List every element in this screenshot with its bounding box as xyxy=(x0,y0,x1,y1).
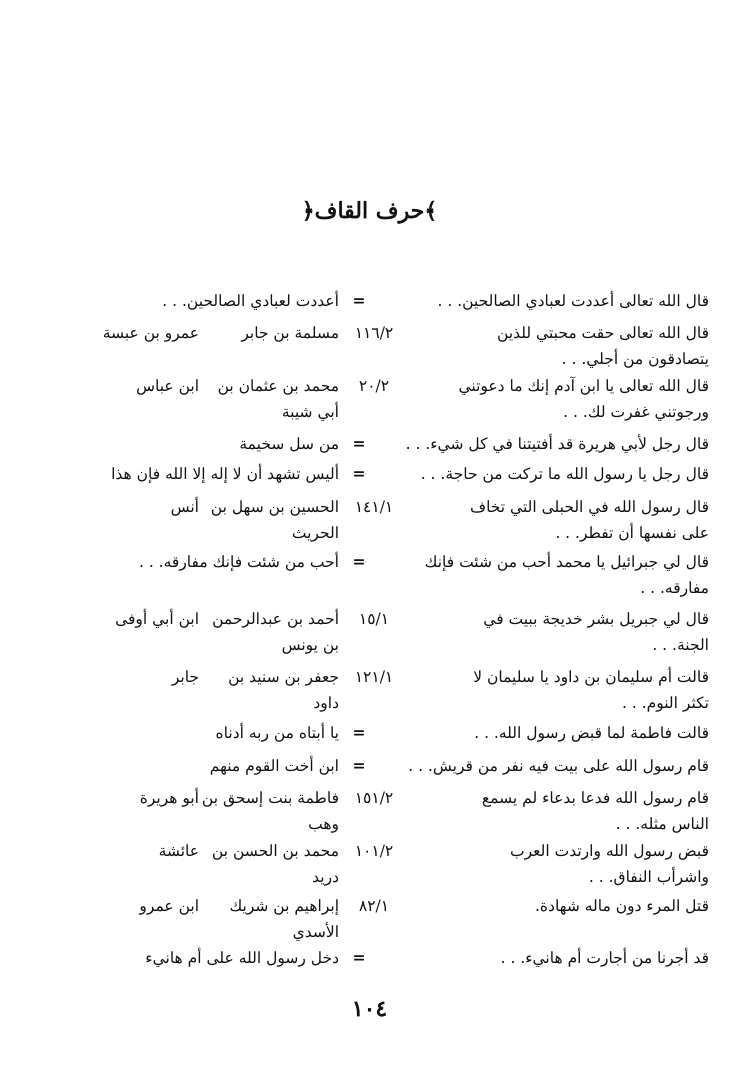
narrator: مسلمة بن جابر xyxy=(241,324,339,342)
page-number: ١٠٤ xyxy=(351,996,388,1022)
entry-text-continued: مفارقه. . . xyxy=(640,579,709,597)
entry-text-continued: الجنة. . . xyxy=(652,636,709,654)
cross-reference: أليس تشهد أن لا إله إلا الله فإن هذا xyxy=(111,465,339,483)
equals-sign: = xyxy=(352,756,366,775)
index-entry xyxy=(0,606,739,666)
narrator-continued: داود xyxy=(313,694,339,712)
cross-reference: يا أبتاه من ربه أدناه xyxy=(215,724,339,742)
index-entry xyxy=(0,785,739,845)
narrator: جعفر بن سنيد بن xyxy=(228,668,339,686)
index-entry xyxy=(0,664,739,724)
narrator-continued: الأسدي xyxy=(292,923,339,941)
equals-sign: = xyxy=(352,948,366,967)
volume-page-ref: ١٥١/٢ xyxy=(354,789,394,807)
cross-reference: من سل سخيمة xyxy=(239,435,339,453)
equals-sign: = xyxy=(352,464,366,483)
cross-reference: أعددت لعبادي الصالحين. . . xyxy=(162,292,339,310)
volume-page-ref: ١٤١/١ xyxy=(354,498,394,516)
narrator: أحمد بن عبدالرحمن xyxy=(212,610,339,628)
volume-page-ref: ١٢١/١ xyxy=(354,668,394,686)
cross-reference: دخل رسول الله على أم هانيء xyxy=(145,949,339,967)
volume-page-ref: ١٠١/٢ xyxy=(354,842,394,860)
cross-reference: أحب من شئت فإنك مفارقه. . . xyxy=(138,553,339,571)
entry-text-continued: ورجوتني غفرت لك. . . xyxy=(563,403,709,421)
entry-text: قام رسول الله على بيت فيه نفر من قريش. . . xyxy=(408,757,709,775)
narrator-continued: دريد xyxy=(312,868,339,886)
entry-text: قالت فاطمة لما قبض رسول الله. . . xyxy=(474,724,709,742)
source: ابن أبي أوفى xyxy=(115,610,199,628)
source: ابن عباس xyxy=(136,377,199,395)
entry-text: قد أجرنا من أجارت أم هانيء. . . xyxy=(500,949,709,967)
equals-sign: = xyxy=(352,291,366,310)
entry-text: قبض رسول الله وارتدت العرب xyxy=(510,842,709,860)
narrator: إبراهيم بن شريك xyxy=(229,897,339,915)
volume-page-ref: ١١٦/٢ xyxy=(354,324,394,342)
equals-sign: = xyxy=(352,434,366,453)
entry-text: قتل المرء دون ماله شهادة. xyxy=(535,897,709,915)
entry-text: قال رسول الله في الحبلى التي تخاف xyxy=(470,498,709,516)
section-title: ﴿حرف القاف﴾ xyxy=(301,198,438,224)
index-entry xyxy=(0,838,739,898)
entry-text-continued: الناس مثله. . . xyxy=(615,815,709,833)
source: أبو هريرة xyxy=(139,789,199,807)
entry-text: قال رجل لأبي هريرة قد أفتيتنا في كل شيء. . . xyxy=(405,435,709,453)
index-entry xyxy=(0,373,739,433)
entry-text-continued: تكثر النوم. . . xyxy=(622,694,709,712)
narrator: محمد بن الحسن بن xyxy=(211,842,339,860)
narrator: محمد بن عثمان بن xyxy=(217,377,339,395)
source: عائشة xyxy=(158,842,199,860)
narrator: فاطمة بنت إسحق بن xyxy=(201,789,339,807)
entry-text: قال الله تعالى يا ابن آدم إنك ما دعوتني xyxy=(458,377,709,395)
index-entry xyxy=(0,893,739,953)
cross-reference: ابن أخت القوم منهم xyxy=(209,757,339,775)
entry-text: قام رسول الله فدعا بدعاء لم يسمع xyxy=(481,789,709,807)
entry-text: قال الله تعالى حقت محبتي للذين xyxy=(497,324,709,342)
narrator-continued: الحريث xyxy=(291,524,339,542)
volume-page-ref: ٢٠/٢ xyxy=(358,377,390,395)
narrator-continued: بن يونس xyxy=(281,636,339,654)
source: عمرو بن عبسة xyxy=(102,324,199,342)
source: أنس xyxy=(170,498,199,516)
entry-text: قالت أم سليمان بن داود يا سليمان لا xyxy=(473,668,709,686)
entry-text: قال لي جبريل بشر خديجة ببيت في xyxy=(483,610,709,628)
narrator: الحسين بن سهل بن xyxy=(210,498,339,516)
narrator-continued: أبي شيبة xyxy=(281,403,339,421)
index-entry xyxy=(0,320,739,380)
entry-text: قال الله تعالى أعددت لعبادي الصالحين. . . xyxy=(437,292,709,310)
entry-text-continued: واشرأب النفاق. . . xyxy=(588,868,709,886)
index-entry xyxy=(0,549,739,609)
index-entry xyxy=(0,494,739,554)
entry-text: قال رجل يا رسول الله ما تركت من حاجة. . . xyxy=(420,465,709,483)
source: ابن عمرو xyxy=(139,897,199,915)
entry-text-continued: يتصادقون من أجلي. . . xyxy=(561,350,709,368)
volume-page-ref: ٨٢/١ xyxy=(358,897,390,915)
source: جابر xyxy=(171,668,199,686)
entry-text-continued: على نفسها أن تفطر. . . xyxy=(555,524,709,542)
volume-page-ref: ١٥/١ xyxy=(358,610,390,628)
entry-text: قال لي جبرائيل يا محمد أحب من شئت فإنك xyxy=(424,553,709,571)
equals-sign: = xyxy=(352,552,366,571)
narrator-continued: وهب xyxy=(308,815,339,833)
equals-sign: = xyxy=(352,723,366,742)
